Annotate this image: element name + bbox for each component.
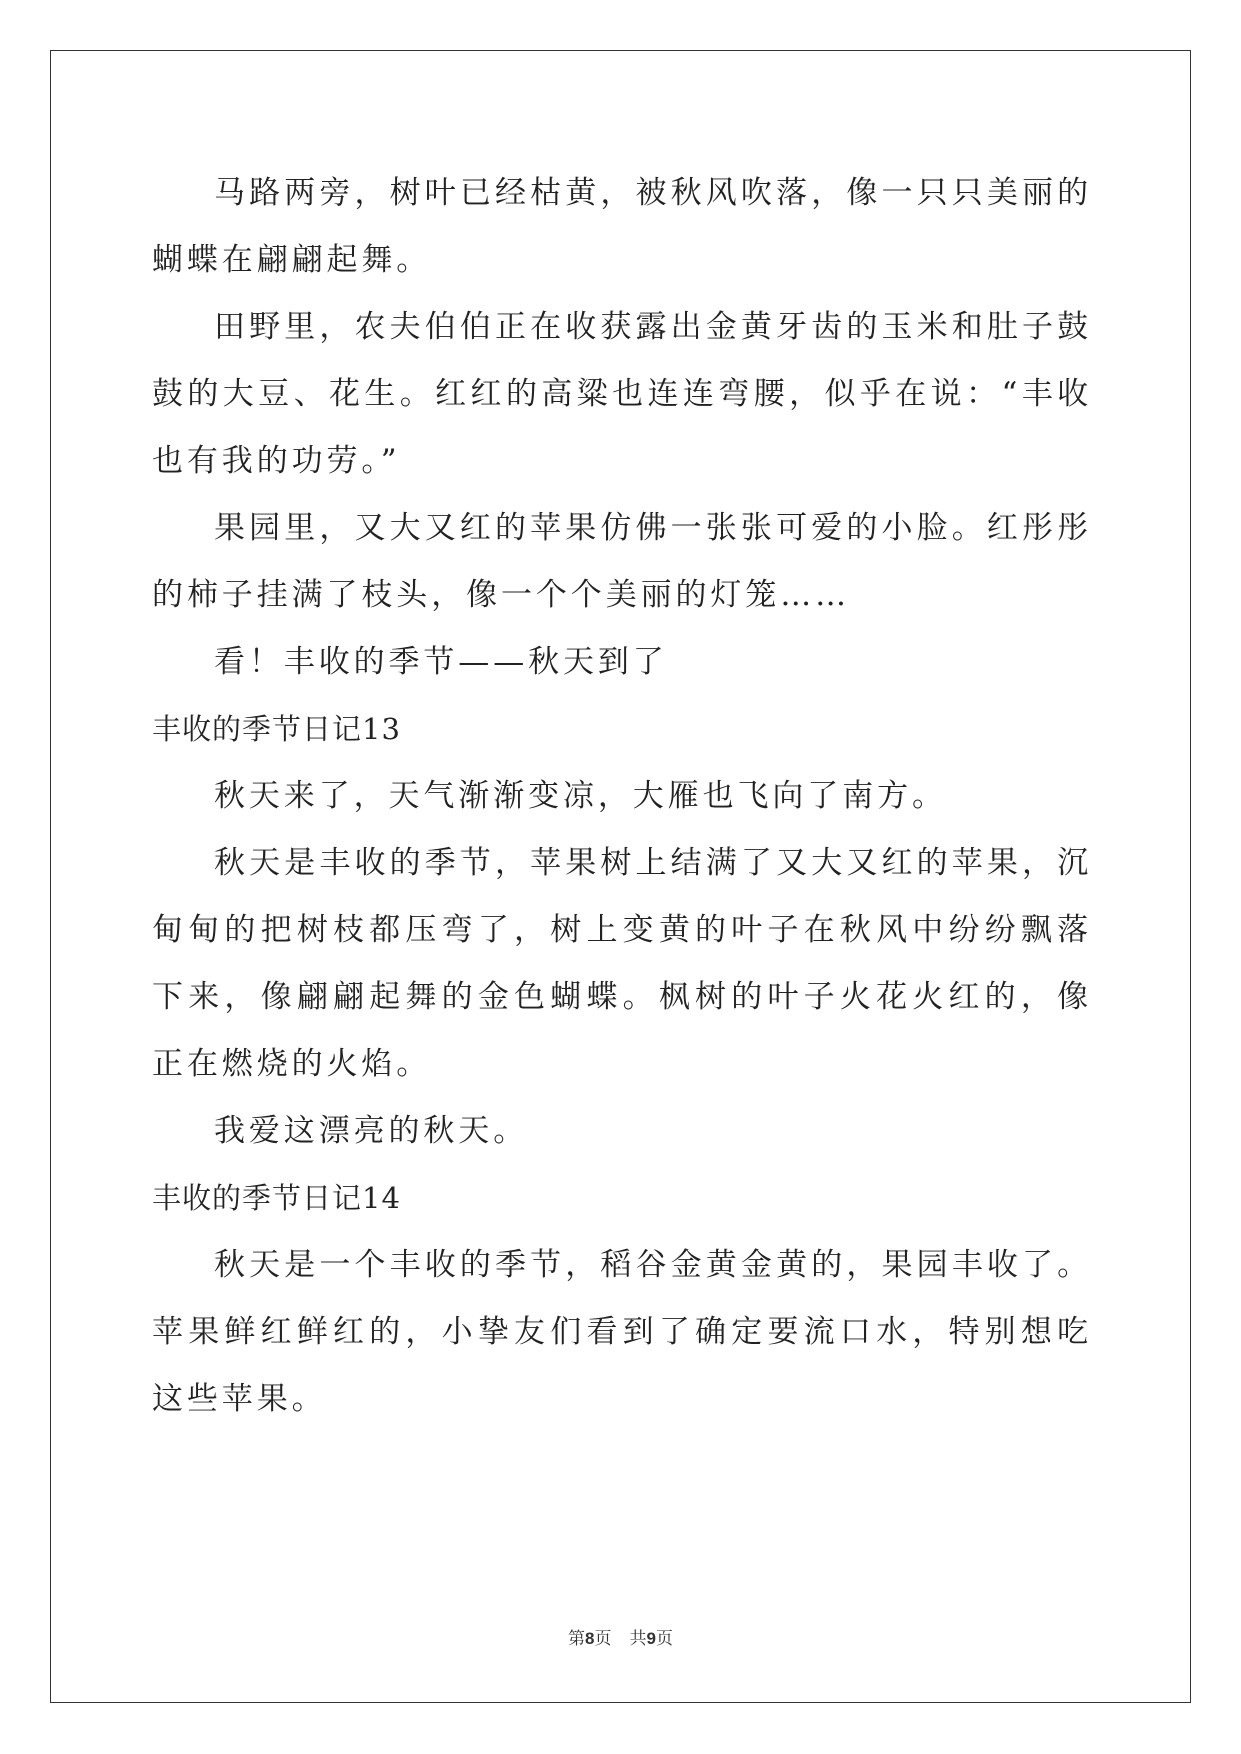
paragraph-orchard: 果园里，又大又红的苹果仿佛一张张可爱的小脸。红彤彤的柿子挂满了枝头，像一个个美丽的灯笼…… [152, 510, 1092, 613]
current-page-number: 8 [585, 1629, 595, 1648]
footer-total-prefix: 共 [629, 1629, 647, 1649]
footer-page-unit: 页 [594, 1629, 612, 1649]
paragraph-autumn-arrives: 看！丰收的季节——秋天到了 [214, 644, 668, 680]
paragraph-fields: 田野里，农夫伯伯正在收获露出金黄牙齿的玉米和肚子鼓鼓的大豆、花生。红红的高粱也连连弯腰，似乎在说：“丰收也有我的功劳。” [152, 309, 1092, 479]
document-body [152, 160, 1092, 1433]
page-footer [0, 1624, 1241, 1649]
footer-prefix: 第 [568, 1629, 586, 1649]
paragraph-autumn-comes: 秋天来了，天气渐渐变凉，大雁也飞向了南方。 [214, 778, 947, 814]
diary-heading-13: 丰收的季节日记13 [152, 712, 401, 746]
diary-heading-14: 丰收的季节日记14 [152, 1181, 401, 1215]
paragraph-roadside-leaves: 马路两旁，树叶已经枯黄，被秋风吹落，像一只只美丽的蝴蝶在翩翩起舞。 [152, 175, 1092, 278]
footer-total-unit: 页 [655, 1629, 673, 1649]
paragraph-harvest-season: 秋天是丰收的季节，苹果树上结满了又大又红的苹果，沉甸甸的把树枝都压弯了，树上变黄的叶子在秋风中纷纷飘落下来，像翩翩起舞的金色蝴蝶。枫树的叶子火花火红的，像正在燃烧的火焰。 [152, 845, 1092, 1082]
paragraph-love-autumn: 我爱这漂亮的秋天。 [214, 1113, 529, 1149]
paragraph-golden-rice: 秋天是一个丰收的季节，稻谷金黄金黄的，果园丰收了。苹果鲜红鲜红的，小挚友们看到了确定要流口水，特别想吃这些苹果。 [152, 1247, 1092, 1417]
total-page-number: 9 [646, 1629, 656, 1648]
